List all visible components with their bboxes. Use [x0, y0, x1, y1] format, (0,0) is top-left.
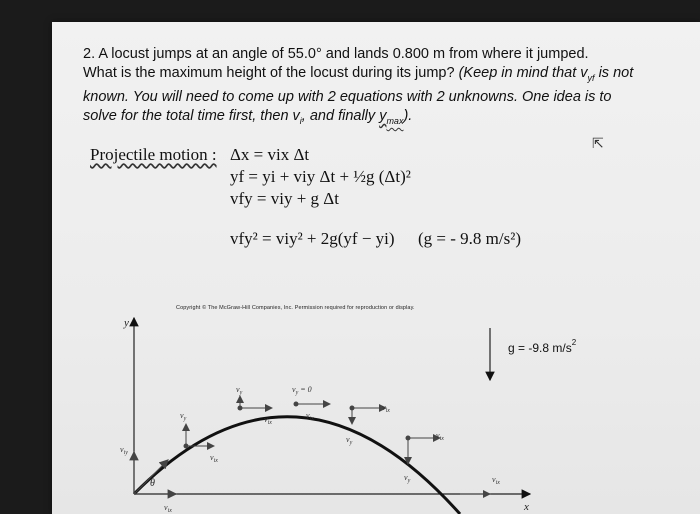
problem-line-1: 2. A locust jumps at an angle of 55.0° and lands 0.800 m from where it jumped. [83, 46, 589, 62]
svg-text:vix: $v_{ix}$ [264, 415, 272, 426]
copyright-text: Copyright © The McGraw-Hill Companies, Inc. Permission required for reproduction or display. [176, 305, 415, 311]
equation-3: vfy = viy + g Δt [230, 189, 339, 208]
axis-x-label: x [524, 501, 529, 513]
equation-4: vfy² = viy² + 2g(yf − yi) [230, 229, 395, 248]
equation-4-note: (g = - 9.8 m/s²) [418, 229, 521, 248]
svg-text:viy: $v_{iy}$ [120, 445, 128, 456]
equation-2: yf = yi + viy Δt + ½g (Δt)² [230, 167, 411, 186]
svg-text:vy: $v_y$ [180, 411, 187, 422]
problem-line-4: solve for the total time first, then $v_i$, and finally $y_{max}$). [83, 107, 413, 126]
svg-text:vix: $v_{ix}$ [436, 431, 444, 442]
problem-line-2: What is the maximum height of the locust during its jump? (Keep in mind that $v_{yf}$ is not [83, 65, 634, 83]
problem-line-3: known. You will need to come up with 2 equations with 2 unknowns. One idea is to [83, 88, 612, 105]
mouse-cursor-icon: ⇱ [592, 136, 604, 152]
equation-1: Δx = vix Δt [230, 145, 310, 164]
svg-text:vix: $v_{ix}$ [492, 475, 500, 486]
svg-text:vy = 0: $v_y = 0$ [292, 385, 312, 396]
svg-text:vix: $v_{ix}$ [382, 403, 390, 414]
svg-text:vix: $v_{ix}$ [210, 453, 218, 464]
svg-text:vy: $v_y$ [346, 435, 353, 446]
svg-text:vy: $v_y$ [236, 385, 243, 396]
equations-label: Projectile motion : [90, 145, 217, 164]
svg-text:vix: $v_{ix}$ [306, 411, 314, 422]
svg-text:vy: $v_y$ [404, 473, 411, 484]
svg-text:vix: $v_{ix}$ [164, 503, 172, 514]
gravity-label: g = -9.8 $m/s^2$ [508, 338, 577, 355]
theta-label: θ [150, 478, 155, 489]
trajectory-curve [134, 417, 460, 514]
axis-y-label: y [124, 317, 129, 329]
